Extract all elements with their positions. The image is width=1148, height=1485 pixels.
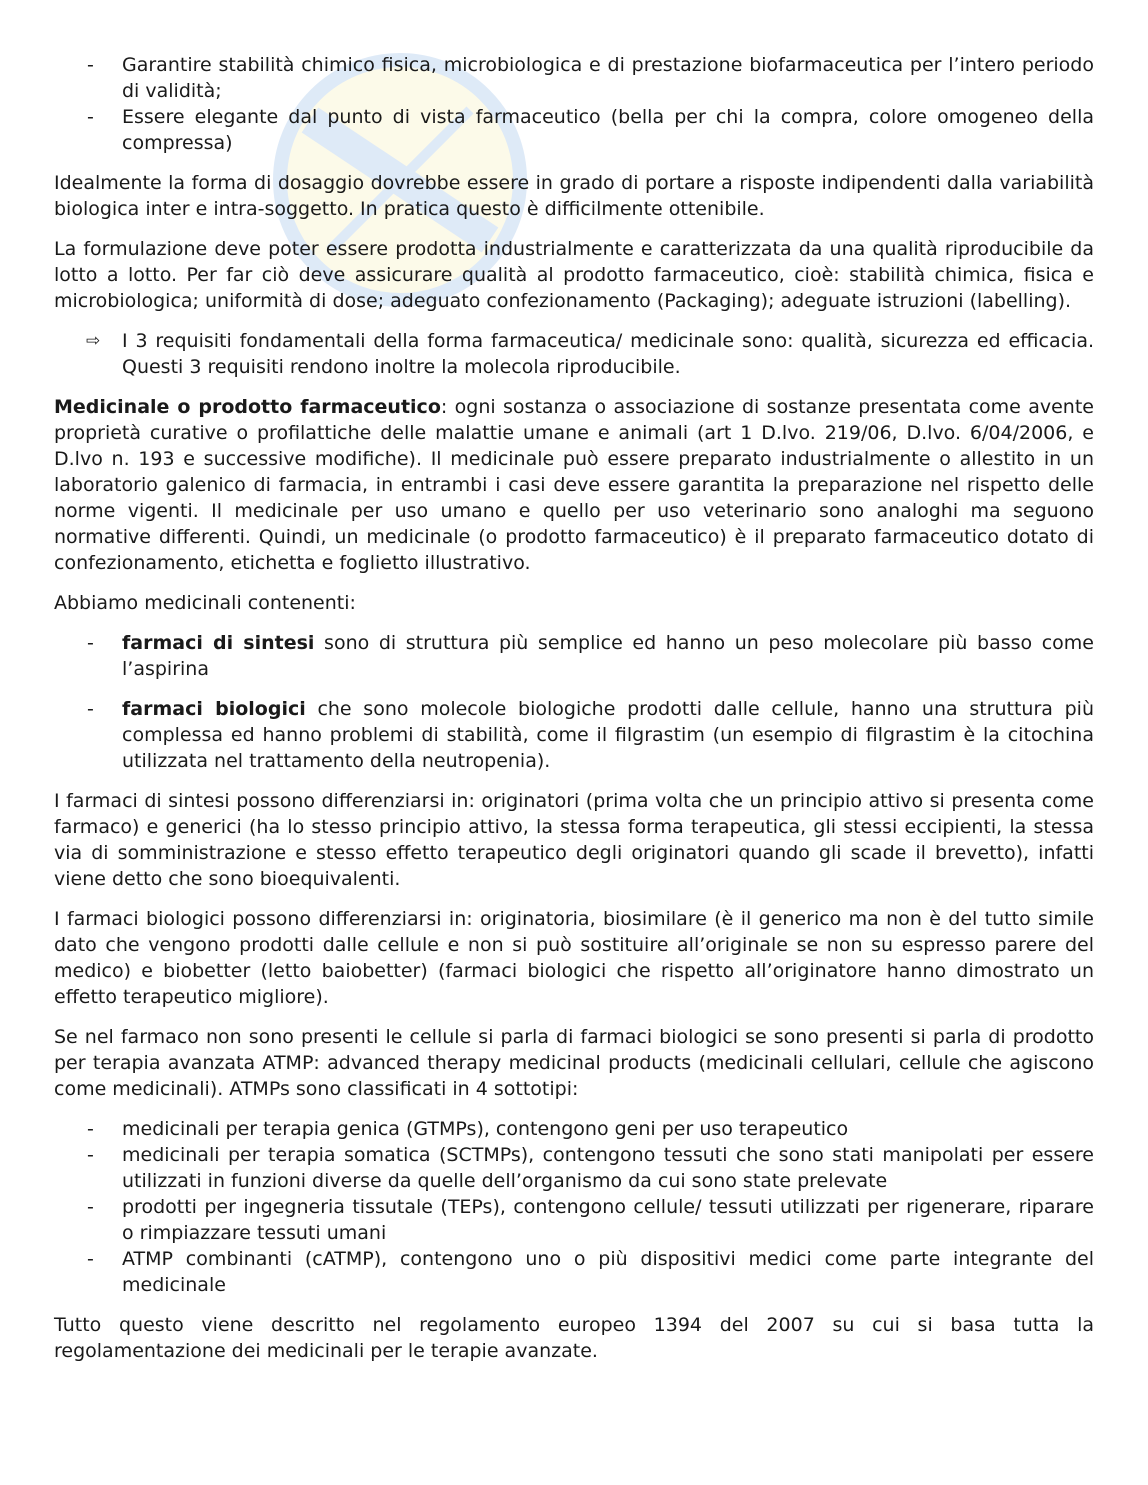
paragraph-atmp: Se nel farmaco non sono presenti le cellule si parla di farmaci biologici se sono presenti si parla di prodotto per terapia avanzata ATMP: advanced therapy medicinal products (medicinali cellulari, cellule che agiscono come medicinali). ATMPs sono classificati in 4 sottotipi: — [54, 1026, 1094, 1100]
list-item — [54, 328, 1094, 380]
list-item: - ATMP combinanti (cATMP), contengono uno o più dispositivi medici come parte integrante del medicinale — [54, 1246, 1094, 1298]
term-biologici: farmaci biologici — [122, 698, 306, 720]
list-item — [54, 630, 1094, 682]
list-item — [54, 696, 1094, 774]
paragraph-sintesi: I farmaci di sintesi possono differenziarsi in: originatori (prima volta che un principio attivo si presenta come farmaco) e generici (ha lo stesso principio attivo, la stessa forma terapeutica, gli stessi eccipienti, la stessa via di somministrazione e stesso effetto terapeutico degli originatori quando gli scade il brevetto), infatti viene detto che sono bioequivalenti. — [54, 790, 1094, 890]
list-item: - medicinali per terapia somatica (SCTMPs), contengono tessuti che sono stati manipolati per essere utilizzati in funzioni diverse da quelle dell’organismo da cui sono state prelevate — [54, 1142, 1094, 1194]
list-item: - medicinali per terapia genica (GTMPs), contengono geni per uso terapeutico — [54, 1116, 1094, 1142]
arrow-right-icon: ⇨ — [86, 331, 101, 351]
paragraph-formulation: La formulazione deve poter essere prodotta industrialmente e caratterizzata da una qualità riproducibile da lotto a lotto. Per far ciò deve assicurare qualità al prodotto farmaceutico, cioè: stabilità chimica, fisica e microbiologica; uniformità di dose; adeguato confezionamento (Packaging); adeguate istruzioni (labelling). — [54, 238, 1094, 312]
list-item: - Garantire stabilità chimico fisica, microbiologica e di prestazione biofarmaceutica per l’intero periodo di validità; — [54, 52, 1094, 104]
term-medicinale: Medicinale o prodotto farmaceutico — [54, 396, 441, 418]
paragraph-abbiamo: Abbiamo medicinali contenenti: — [54, 592, 356, 614]
sintesi-text: sono di struttura più semplice ed hanno un peso molecolare più basso come l’aspirina — [122, 632, 1094, 680]
paragraph-ideal: Idealmente la forma di dosaggio dovrebbe essere in grado di portare a risposte indipendenti dalla variabilità biologica inter e intra-soggetto. In pratica questo è difficilmente ottenibile. — [54, 172, 1094, 220]
arrow-item-text: I 3 requisiti fondamentali della forma farmaceutica/ medicinale sono: qualità, sicurezza ed efficacia. Questi 3 requisiti rendono inoltre la molecola riproducibile. — [122, 330, 1094, 378]
term-sintesi: farmaci di sintesi — [122, 632, 315, 654]
medicinale-definition: : ogni sostanza o associazione di sostanze presentata come avente proprietà curative o profilattiche delle malattie umane e animali (art 1 D.lvo. 219/06, D.lvo. 6/04/2006, e D.lvo n. 193 e successive modifiche). Il medicinale può essere preparato industrialmente o allestito in un laboratorio galenico di farmacia, in entrambi i casi deve essere garantita la preparazione nel rispetto delle norme vigenti. Il medicinale per uso umano e quello per uso veterinario sono analoghi ma seguono normative differenti. Quindi, un medicinale (o prodotto farmaceutico) è il preparato farmaceutico dotato di confezionamento, etichetta e foglietto illustrativo. — [54, 396, 1094, 574]
requirements-list — [54, 52, 1094, 156]
drug-types-list — [54, 630, 1094, 774]
list-item: - prodotti per ingegneria tissutale (TEPs), contengono cellule/ tessuti utilizzati per rigenerare, riparare o rimpiazzare tessuti umani — [54, 1194, 1094, 1246]
paragraph-final: Tutto questo viene descritto nel regolamento europeo 1394 del 2007 su cui si basa tutta la regolamentazione dei medicinali per le terapie avanzate. — [54, 1314, 1094, 1362]
paragraph-medicinale — [54, 394, 1094, 576]
key-requirements-list — [54, 328, 1094, 380]
biologici-text: che sono molecole biologiche prodotti dalle cellule, hanno una struttura più complessa ed hanno problemi di stabilità, come il filgrastim (un esempio di filgrastim è la citochina utilizzata nel trattamento della neutropenia). — [122, 698, 1094, 772]
document-page — [54, 52, 1094, 1378]
list-item: - Essere elegante dal punto di vista farmaceutico (bella per chi la compra, colore omogeneo della compressa) — [54, 104, 1094, 156]
paragraph-biologici: I farmaci biologici possono differenziarsi in: originatoria, biosimilare (è il generico ma non è del tutto simile dato che vengono prodotti dalle cellule e non si può sostituire all’originale se non su espresso parere del medico) e biobetter (letto baiobetter) (farmaci biologici che rispetto all’originatore hanno dimostrato un effetto terapeutico migliore). — [54, 908, 1094, 1008]
atmp-list — [54, 1116, 1094, 1298]
